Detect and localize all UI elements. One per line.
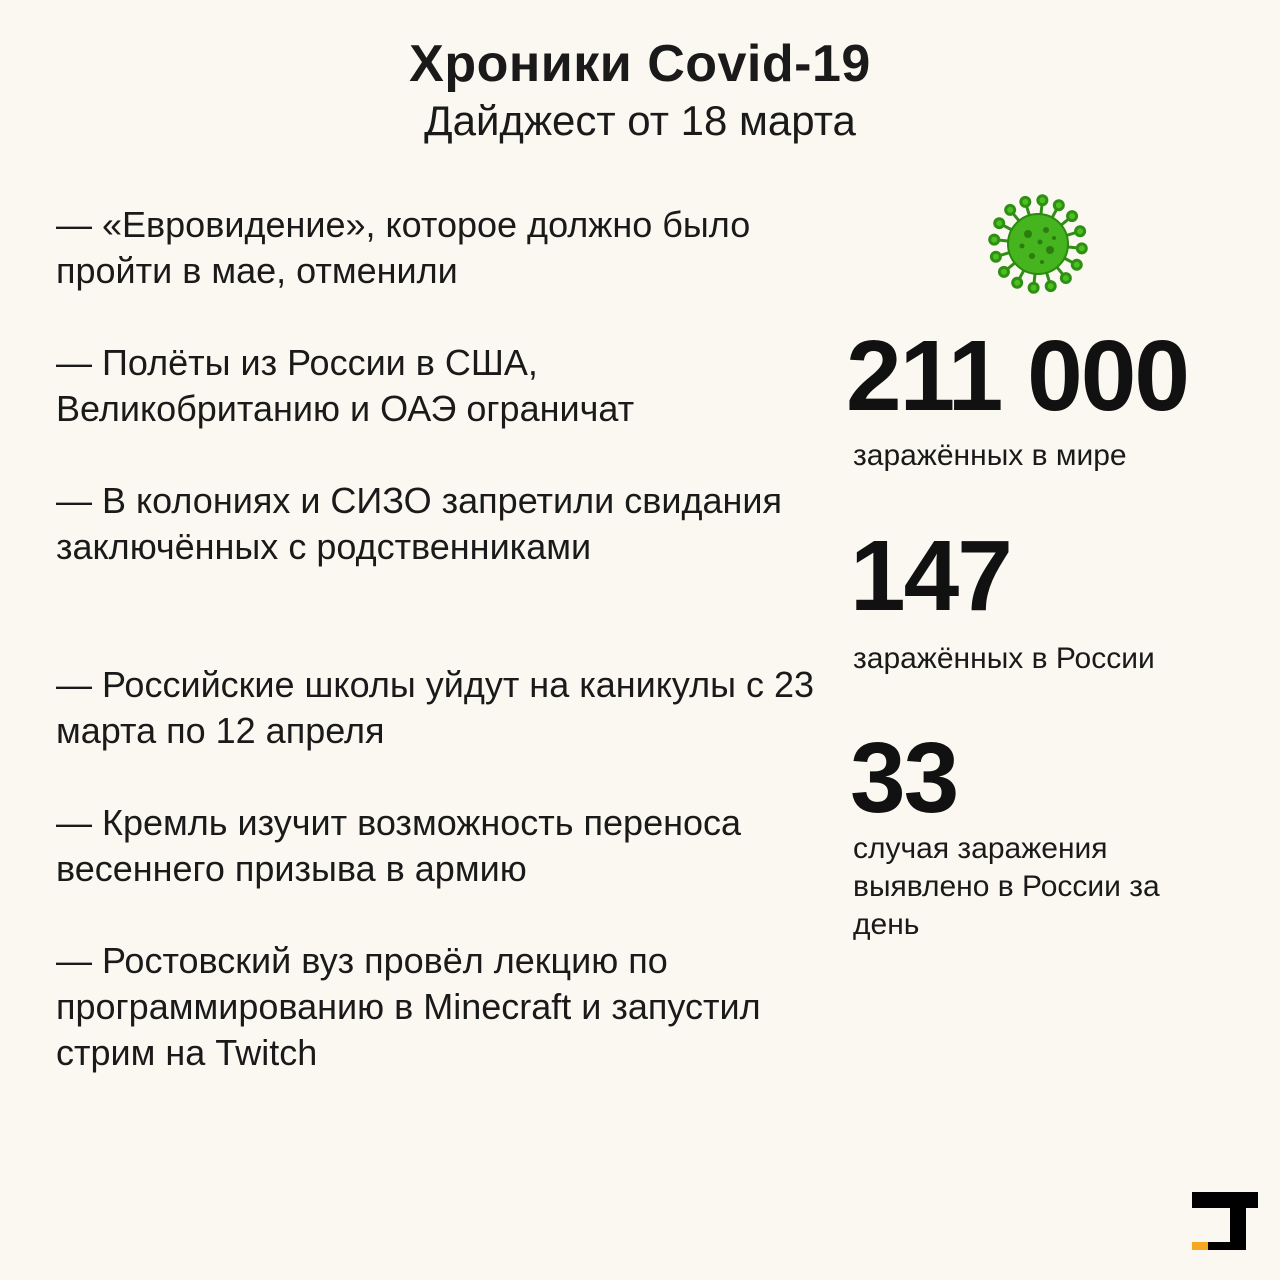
- russia-infected-label: заражённых в России: [853, 642, 1155, 675]
- virus-spike-tip: [1013, 278, 1022, 287]
- header: [0, 34, 1280, 148]
- news-item: — Российские школы уйдут на каникулы с 23 марта по 12 апреля: [56, 664, 815, 751]
- news-list: [56, 202, 816, 1122]
- news-item: — Кремль изучит возможность переноса весеннего призыва в армию: [56, 802, 742, 889]
- virus-spike-tip: [1054, 201, 1063, 210]
- virus-spike-tip: [1076, 227, 1085, 236]
- world-infected-label: заражённых в мире: [853, 439, 1127, 472]
- virus-spike-tip: [999, 267, 1008, 276]
- coronavirus-icon: [986, 192, 1090, 296]
- virus-spike-tip: [1021, 197, 1030, 206]
- russia-infected-number: 147: [850, 520, 1011, 632]
- page-subtitle: Дайджест от 18 марта: [424, 97, 856, 144]
- daily-cases-label: случая заражения выявлено в России за день: [853, 832, 1160, 941]
- virus-spike-tip: [1006, 205, 1015, 214]
- t-logo-icon: [1192, 1192, 1258, 1258]
- virus-spike-tip: [990, 235, 999, 244]
- news-item: — В колониях и СИЗО запретили свидания заключённых с родственниками: [56, 480, 782, 567]
- virus-spike-tip: [1072, 260, 1081, 269]
- virus-spike-tip: [1068, 212, 1077, 221]
- virus-spike-tip: [995, 219, 1004, 228]
- news-item: — Полёты из России в США, Великобританию и ОАЭ ограничат: [56, 342, 635, 429]
- virus-spike-tip: [991, 252, 1000, 261]
- news-item: — «Евровидение», которое должно было пройти в мае, отменили: [56, 204, 751, 291]
- daily-cases-number: 33: [850, 722, 958, 834]
- page-title: Хроники Covid-19: [409, 35, 871, 93]
- news-item: — Ростовский вуз провёл лекцию по программированию в Minecraft и запустил стрим на Twitch: [56, 940, 761, 1073]
- virus-spike-tip: [1029, 283, 1038, 292]
- world-infected-number: 211 000: [846, 320, 1188, 432]
- virus-spike-tip: [1077, 244, 1086, 253]
- virus-spike-tip: [1061, 274, 1070, 283]
- virus-spike-tip: [1046, 282, 1055, 291]
- virus-spike-tip: [1038, 196, 1047, 205]
